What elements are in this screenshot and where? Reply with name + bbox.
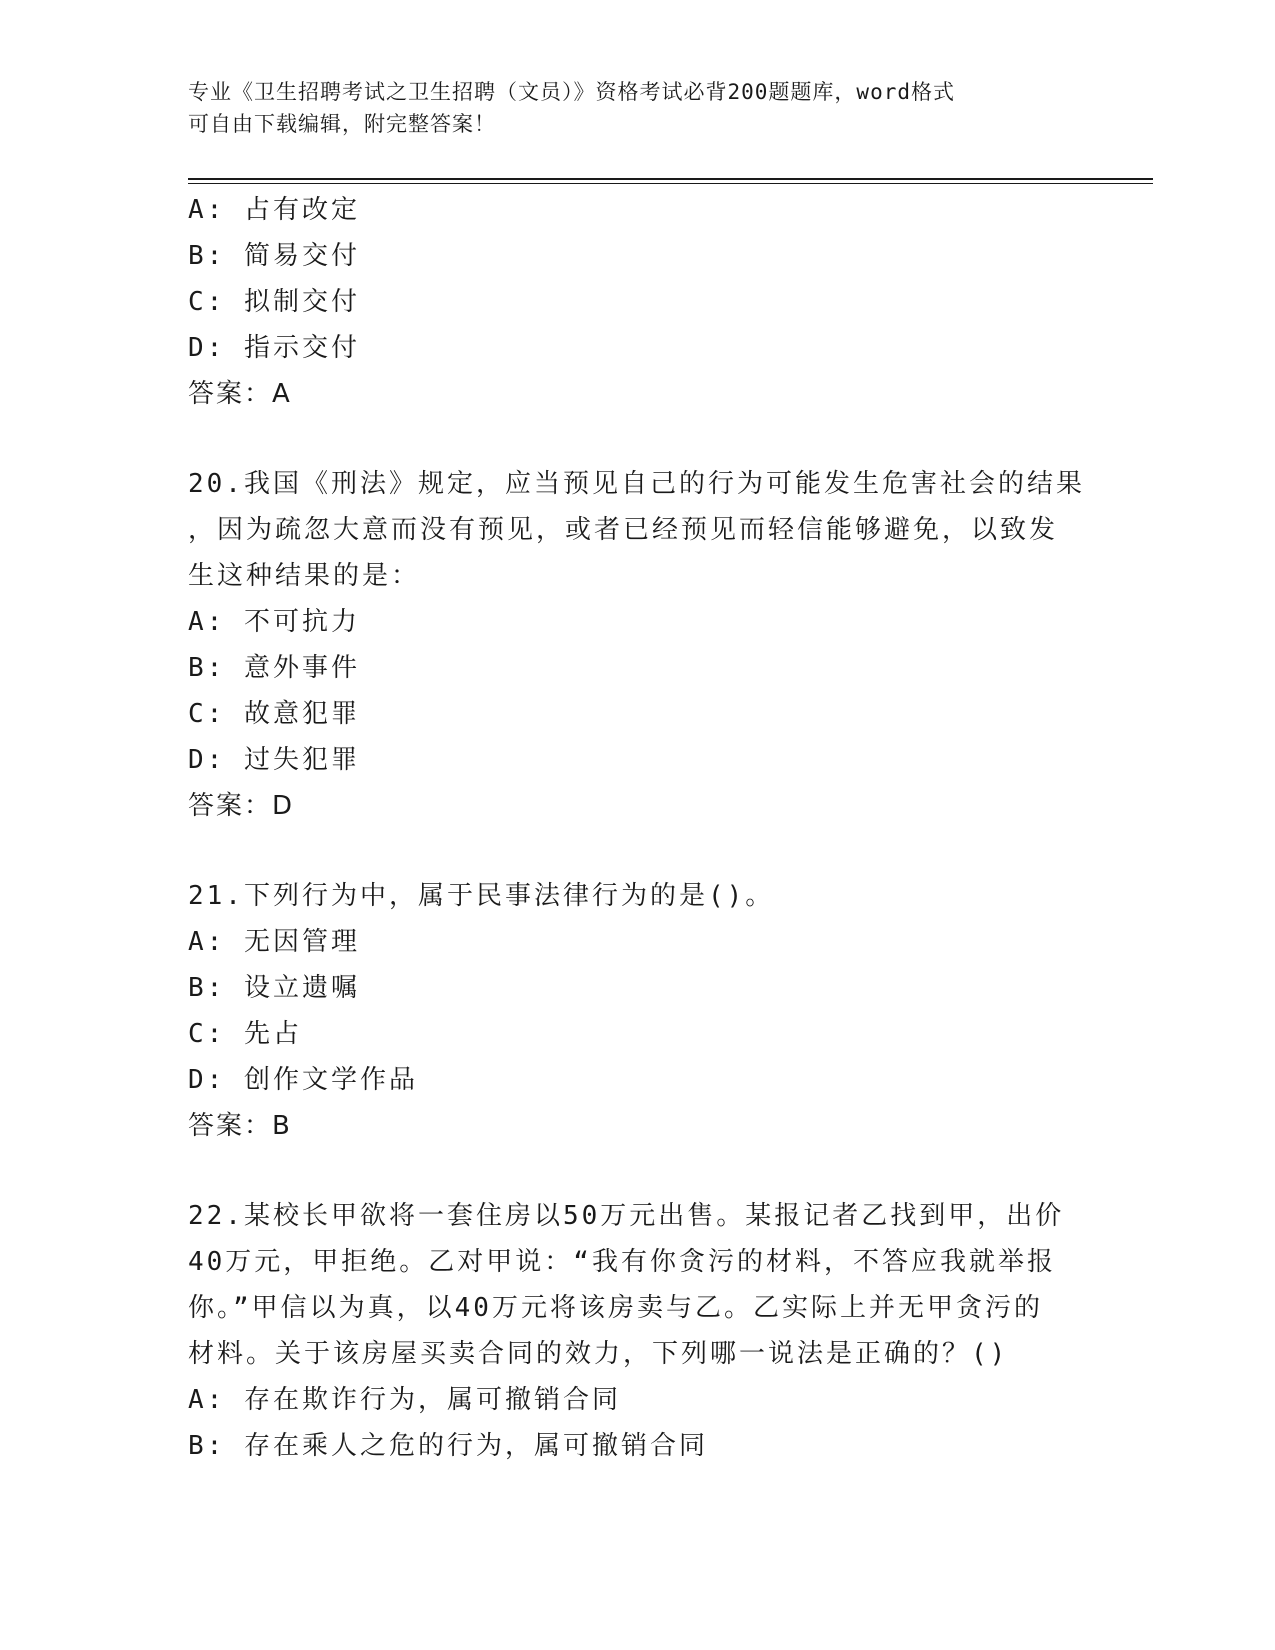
answer-line: 答案：A [188, 379, 292, 409]
question-stem-line: 你。”甲信以为真，以40万元将该房卖与乙。乙实际上并无甲贪污的 [188, 1293, 1043, 1323]
answer-line: 答案：D [188, 791, 295, 821]
question-stem-line: 材料。关于该房屋买卖合同的效力，下列哪一说法是正确的？() [188, 1339, 1009, 1369]
option-d: D: 过失犯罪 [188, 745, 360, 775]
option-b: B: 设立遗嘱 [188, 973, 360, 1003]
option-d: D: 创作文学作品 [188, 1065, 418, 1095]
header-divider-thin [188, 183, 1153, 184]
spacer [188, 1149, 1088, 1193]
option-b: B: 简易交付 [188, 241, 360, 271]
option-c: C: 先占 [188, 1019, 302, 1049]
header-title-line-1: 专业《卫生招聘考试之卫生招聘（文员）》资格考试必背200题题库，word格式 [188, 80, 955, 104]
spacer [188, 417, 1088, 461]
option-b: B: 存在乘人之危的行为，属可撤销合同 [188, 1431, 708, 1461]
option-a: A: 无因管理 [188, 927, 360, 957]
spacer [188, 829, 1088, 873]
header-divider-thick [188, 178, 1153, 180]
question-20 [188, 461, 1088, 829]
option-a: A: 不可抗力 [188, 607, 360, 637]
header-title-line-2: 可自由下载编辑，附完整答案！ [188, 112, 496, 136]
question-stem-line: ，因为疏忽大意而没有预见，或者已经预见而轻信能够避免，以致发 [188, 515, 1059, 545]
option-c: C: 拟制交付 [188, 287, 360, 317]
question-stem-line: 40万元，甲拒绝。乙对甲说：“我有你贪污的材料，不答应我就举报 [188, 1247, 1056, 1277]
question-stem-line: 生这种结果的是： [188, 561, 421, 591]
question-list [188, 187, 1088, 1469]
question-19 [188, 187, 1088, 417]
answer-line: 答案：B [188, 1111, 292, 1141]
question-stem-line: 20.我国《刑法》规定，应当预见自己的行为可能发生危害社会的结果 [188, 469, 1085, 499]
option-d: D: 指示交付 [188, 333, 360, 363]
question-stem-line: 22.某校长甲欲将一套住房以50万元出售。某报记者乙找到甲，出价 [188, 1201, 1065, 1231]
option-b: B: 意外事件 [188, 653, 360, 683]
question-21 [188, 873, 1088, 1149]
option-a: A: 存在欺诈行为，属可撤销合同 [188, 1385, 621, 1415]
question-stem-line: 21.下列行为中，属于民事法律行为的是()。 [188, 881, 775, 911]
option-a: A: 占有改定 [188, 195, 360, 225]
document-header [188, 76, 1068, 140]
option-c: C: 故意犯罪 [188, 699, 360, 729]
question-22 [188, 1193, 1088, 1469]
